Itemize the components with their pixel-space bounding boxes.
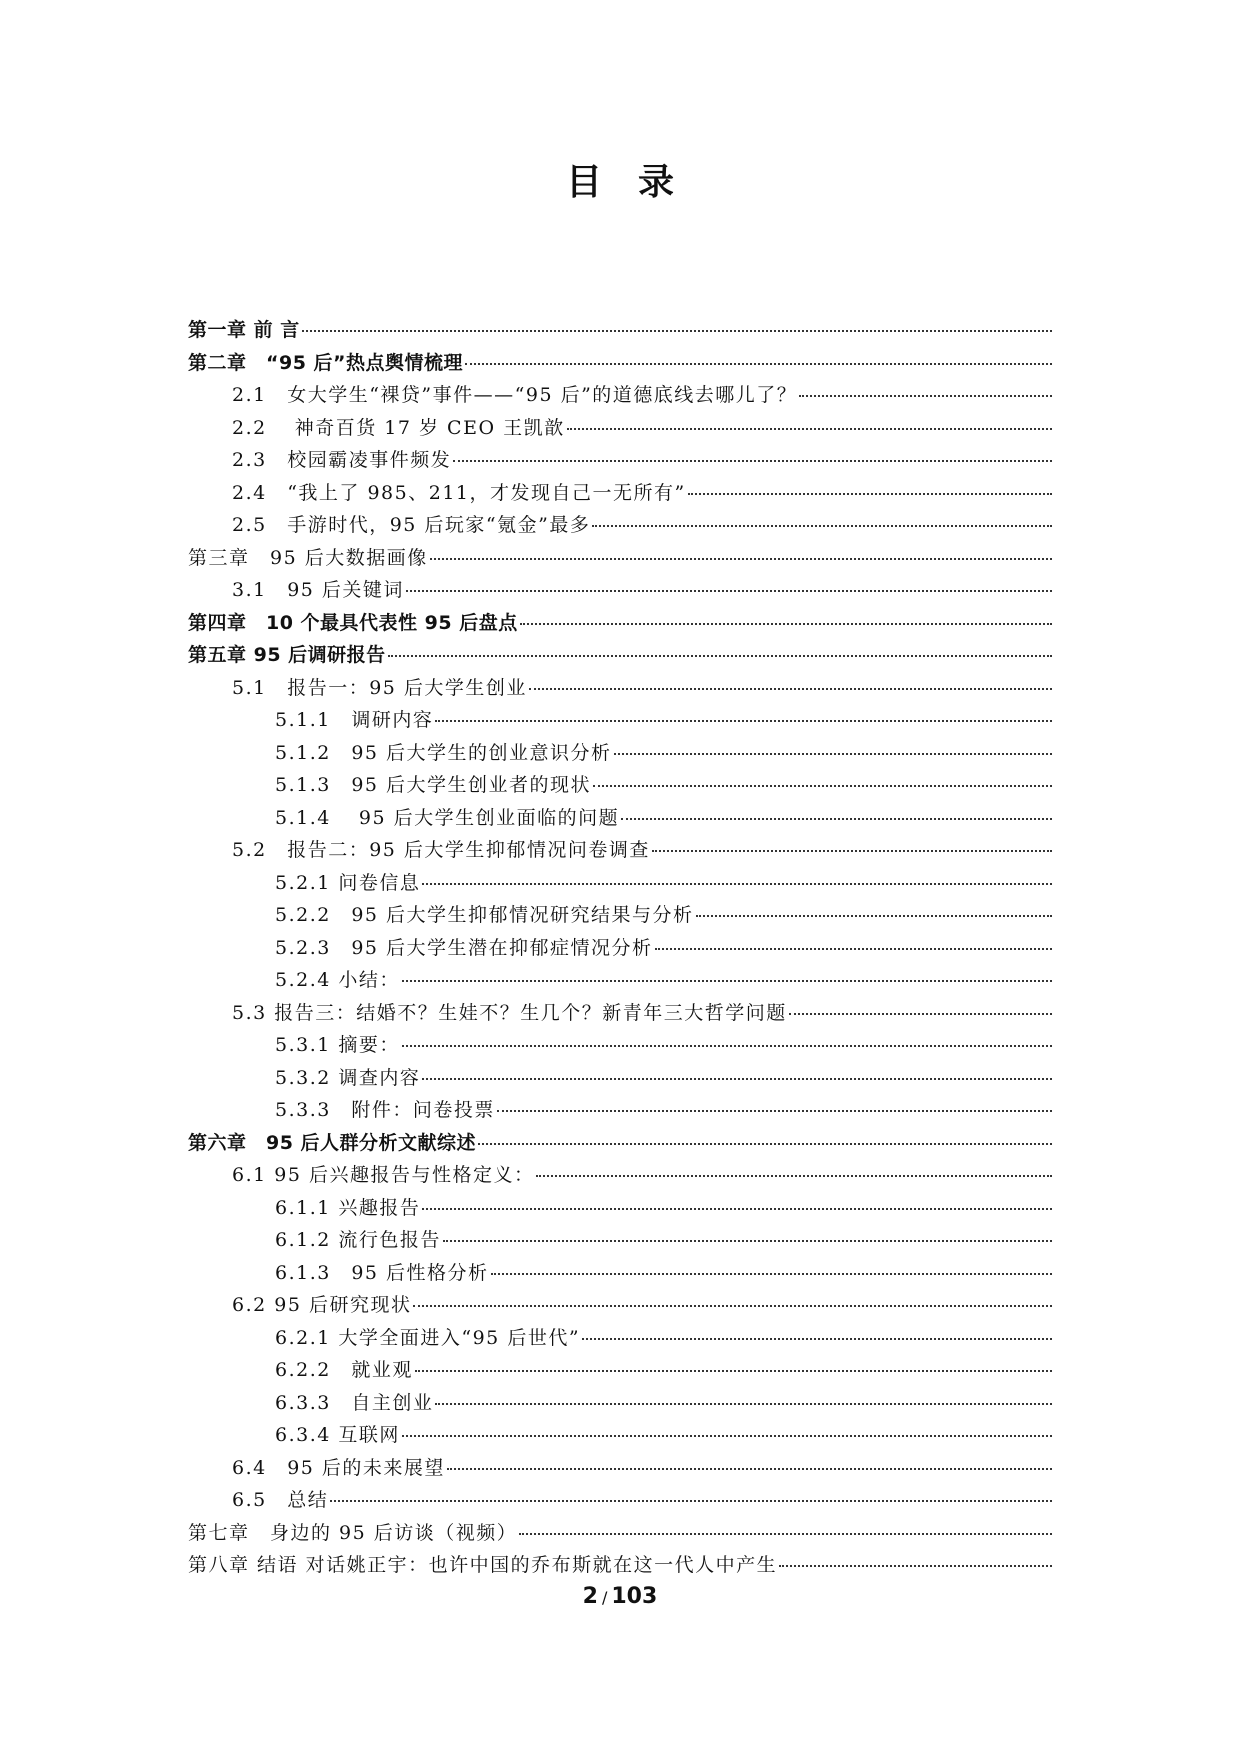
toc-entry-text: 5.2.3 95 后大学生潜在抑郁症情况分析 bbox=[275, 936, 653, 959]
toc-entry[interactable] bbox=[188, 737, 1052, 770]
toc-entry-text: 5.1.3 95 后大学生创业者的现状 bbox=[275, 774, 592, 796]
toc-entry[interactable] bbox=[188, 802, 1052, 835]
toc-entry-text: 第四章 10 个最具代表性 95 后盘点 bbox=[188, 611, 518, 634]
toc-entry-text: 2.2 神奇百货 17 岁 CEO 王凯歆 bbox=[232, 416, 565, 439]
toc-entry[interactable] bbox=[188, 607, 1052, 640]
toc-entry-text: 5.2 报告二：95 后大学生抑郁情况问卷调查 bbox=[232, 839, 650, 861]
toc-dot-leader bbox=[614, 753, 1052, 755]
toc-dot-leader bbox=[799, 395, 1052, 397]
toc-entry-text: 6.3.3 自主创业 bbox=[275, 1391, 434, 1414]
toc-entry-text: 6.1 95 后兴趣报告与性格定义： bbox=[232, 1164, 535, 1186]
toc-entry[interactable] bbox=[188, 1224, 1052, 1257]
toc-dot-leader bbox=[519, 1533, 1052, 1535]
toc-dot-leader bbox=[593, 785, 1052, 787]
toc-dot-leader bbox=[422, 1208, 1052, 1210]
toc-dot-leader bbox=[491, 1273, 1052, 1275]
toc-entry[interactable] bbox=[188, 1094, 1052, 1127]
toc-dot-leader bbox=[415, 1370, 1052, 1372]
toc-entry[interactable] bbox=[188, 412, 1052, 445]
toc-entry[interactable] bbox=[188, 997, 1052, 1030]
toc-entry-text: 5.2.2 95 后大学生抑郁情况研究结果与分析 bbox=[275, 904, 694, 926]
toc-entry-text: 6.2.2 就业观 bbox=[275, 1359, 413, 1381]
toc-entry-text: 5.1.4 95 后大学生创业面临的问题 bbox=[275, 806, 620, 829]
toc-entry-text: 第七章 身边的 95 后访谈（视频） bbox=[188, 1521, 518, 1544]
toc-entry-text: 6.5 总结 bbox=[232, 1489, 329, 1511]
toc-entry[interactable] bbox=[188, 444, 1052, 477]
toc-dot-leader bbox=[582, 1338, 1052, 1340]
toc-dot-leader bbox=[465, 363, 1052, 365]
toc-dot-leader bbox=[592, 525, 1052, 527]
toc-entry-text: 5.1.2 95 后大学生的创业意识分析 bbox=[275, 741, 612, 764]
toc-entry[interactable] bbox=[188, 314, 1052, 347]
toc-dot-leader bbox=[453, 460, 1052, 462]
toc-entry-text: 第三章 95 后大数据画像 bbox=[188, 546, 428, 569]
toc-entry[interactable] bbox=[188, 1257, 1052, 1290]
toc-entry-text: 5.3 报告三：结婚不？生娃不？生几个？新青年三大哲学问题 bbox=[232, 1001, 787, 1024]
toc-entry[interactable] bbox=[188, 964, 1052, 997]
toc-dot-leader bbox=[688, 493, 1052, 495]
toc-dot-leader bbox=[422, 883, 1052, 885]
toc-dot-leader bbox=[302, 330, 1052, 332]
toc-dot-leader bbox=[655, 948, 1052, 950]
toc-entry-text: 2.5 手游时代，95 后玩家“氪金”最多 bbox=[232, 514, 591, 536]
page-title: 目录 bbox=[565, 162, 710, 203]
toc-entry[interactable] bbox=[188, 379, 1052, 412]
toc-dot-leader bbox=[413, 1305, 1052, 1307]
toc-entry[interactable] bbox=[188, 1289, 1052, 1322]
toc-entry-text: 6.3.4 互联网 bbox=[275, 1424, 400, 1446]
toc-dot-leader bbox=[789, 1013, 1052, 1015]
toc-entry-text: 5.1.1 调研内容 bbox=[275, 709, 434, 731]
toc-dot-leader bbox=[696, 915, 1052, 917]
toc-dot-leader bbox=[443, 1240, 1052, 1242]
toc-dot-leader bbox=[652, 850, 1052, 852]
toc-entry-text: 第五章 95 后调研报告 bbox=[188, 644, 386, 666]
toc-dot-leader bbox=[497, 1110, 1052, 1112]
toc-entry-text: 3.1 95 后关键词 bbox=[232, 579, 404, 601]
toc-entry[interactable] bbox=[188, 834, 1052, 867]
toc-entry-text: 5.3.3 附件：问卷投票 bbox=[275, 1099, 495, 1121]
toc-dot-leader bbox=[435, 720, 1052, 722]
toc-dot-leader bbox=[406, 590, 1052, 592]
toc-entry[interactable] bbox=[188, 1062, 1052, 1095]
toc-entry[interactable] bbox=[188, 574, 1052, 607]
toc-dot-leader bbox=[402, 1045, 1052, 1047]
toc-entry[interactable] bbox=[188, 1127, 1052, 1160]
toc-entry[interactable] bbox=[188, 1452, 1052, 1485]
toc-dot-leader bbox=[478, 1143, 1052, 1145]
table-of-contents bbox=[188, 314, 1052, 1582]
toc-entry-text: 5.2.1 问卷信息 bbox=[275, 871, 421, 894]
toc-entry[interactable] bbox=[188, 769, 1052, 802]
toc-entry[interactable] bbox=[188, 672, 1052, 705]
toc-entry[interactable] bbox=[188, 1549, 1052, 1582]
toc-entry[interactable] bbox=[188, 542, 1052, 575]
toc-dot-leader bbox=[621, 818, 1052, 820]
toc-dot-leader bbox=[779, 1565, 1052, 1567]
toc-entry[interactable] bbox=[188, 1192, 1052, 1225]
toc-entry-text: 6.4 95 后的未来展望 bbox=[232, 1456, 445, 1479]
toc-entry-text: 第一章 前 言 bbox=[188, 319, 300, 341]
toc-entry[interactable] bbox=[188, 867, 1052, 900]
toc-entry[interactable] bbox=[188, 477, 1052, 510]
page-current: 2 bbox=[582, 1584, 598, 1609]
toc-entry-text: 6.2 95 后研究现状 bbox=[232, 1294, 412, 1316]
toc-entry[interactable] bbox=[188, 347, 1052, 380]
toc-entry-text: 2.3 校园霸凌事件频发 bbox=[232, 449, 452, 471]
toc-dot-leader bbox=[567, 428, 1052, 430]
toc-dot-leader bbox=[402, 980, 1052, 982]
toc-dot-leader bbox=[536, 1175, 1052, 1177]
toc-entry[interactable] bbox=[188, 1419, 1052, 1452]
toc-dot-leader bbox=[520, 623, 1052, 625]
toc-dot-leader bbox=[447, 1468, 1052, 1470]
toc-entry-text: 第二章 “95 后”热点舆情梳理 bbox=[188, 351, 464, 374]
toc-entry[interactable] bbox=[188, 932, 1052, 965]
toc-entry[interactable] bbox=[188, 1484, 1052, 1517]
toc-entry[interactable] bbox=[188, 1159, 1052, 1192]
toc-dot-leader bbox=[529, 688, 1052, 690]
page-number bbox=[0, 1582, 1240, 1613]
toc-entry[interactable] bbox=[188, 1354, 1052, 1387]
toc-entry-text: 6.1.3 95 后性格分析 bbox=[275, 1261, 489, 1284]
toc-entry-text: 2.4 “我上了 985、211，才发现自己一无所有” bbox=[232, 481, 686, 504]
toc-entry-text: 第八章 结语 对话姚正宇：也许中国的乔布斯就在这一代人中产生 bbox=[188, 1554, 778, 1576]
toc-entry-text: 5.3.1 摘要： bbox=[275, 1034, 400, 1056]
toc-entry-text: 第六章 95 后人群分析文献综述 bbox=[188, 1131, 477, 1154]
toc-dot-leader bbox=[435, 1403, 1052, 1405]
toc-entry[interactable] bbox=[188, 509, 1052, 542]
toc-entry[interactable] bbox=[188, 639, 1052, 672]
page-total: 103 bbox=[611, 1584, 658, 1609]
toc-entry[interactable] bbox=[188, 1029, 1052, 1062]
page-separator: / bbox=[601, 1588, 608, 1607]
toc-entry-text: 5.1 报告一：95 后大学生创业 bbox=[232, 676, 527, 699]
toc-entry[interactable] bbox=[188, 704, 1052, 737]
toc-entry[interactable] bbox=[188, 899, 1052, 932]
toc-entry[interactable] bbox=[188, 1387, 1052, 1420]
toc-entry[interactable] bbox=[188, 1322, 1052, 1355]
toc-entry-text: 2.1 女大学生“裸贷”事件——“95 后”的道德底线去哪儿了？ bbox=[232, 384, 798, 406]
toc-dot-leader bbox=[330, 1500, 1052, 1502]
toc-entry-text: 6.1.2 流行色报告 bbox=[275, 1229, 441, 1251]
toc-dot-leader bbox=[430, 558, 1052, 560]
toc-entry-text: 6.2.1 大学全面进入“95 后世代” bbox=[275, 1326, 581, 1349]
toc-dot-leader bbox=[422, 1078, 1052, 1080]
toc-entry-text: 5.3.2 调查内容 bbox=[275, 1066, 421, 1089]
toc-dot-leader bbox=[388, 655, 1052, 657]
toc-dot-leader bbox=[402, 1435, 1052, 1437]
toc-entry[interactable] bbox=[188, 1517, 1052, 1550]
toc-entry-text: 6.1.1 兴趣报告 bbox=[275, 1196, 421, 1219]
toc-entry-text: 5.2.4 小结： bbox=[275, 969, 400, 991]
